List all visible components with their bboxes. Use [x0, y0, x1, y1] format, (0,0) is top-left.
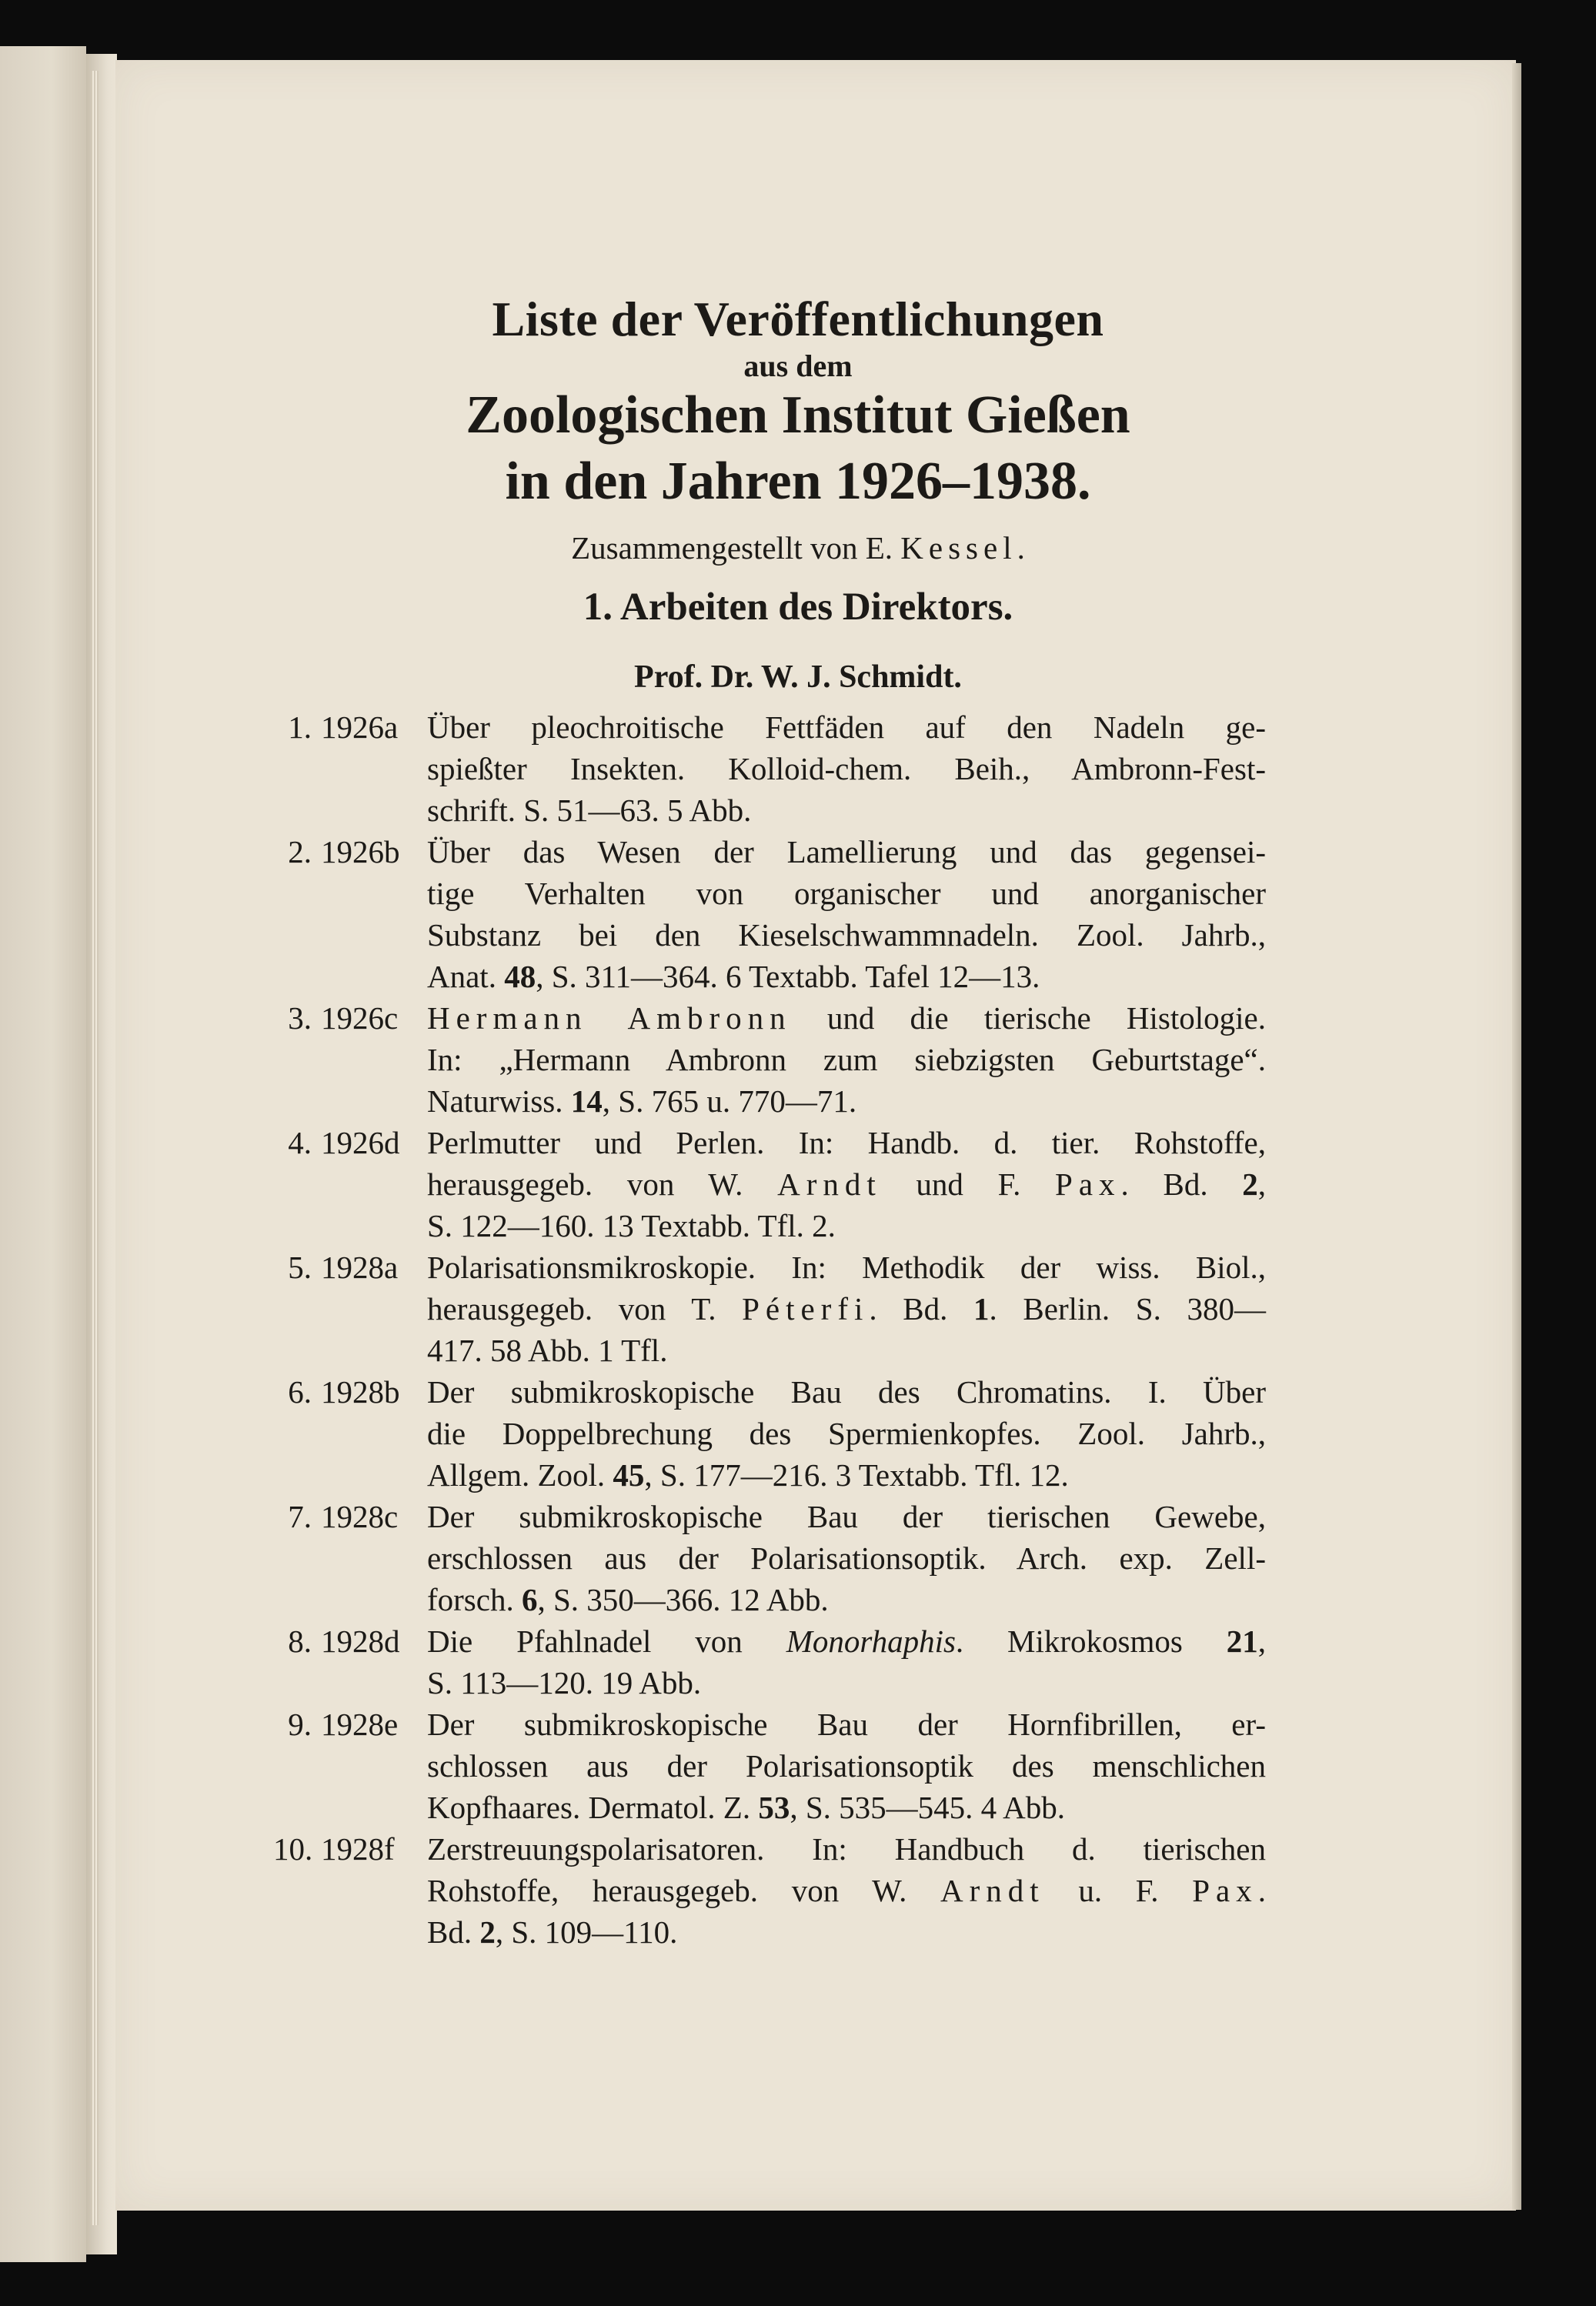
entry-citation: [427, 831, 1266, 997]
citation-line: [427, 1288, 1266, 1330]
citation-segment: S. 113—120. 19 Abb.: [427, 1665, 702, 1700]
compiled-prefix: Zusammengestellt von E.: [571, 530, 901, 566]
entry-number: 8.: [288, 1624, 312, 1659]
entry-number: 4.: [288, 1125, 312, 1160]
citation-segment: u. F.: [1044, 1873, 1193, 1908]
publication-entry: [273, 1246, 1266, 1371]
citation-line: [427, 1246, 1266, 1288]
years-range: in den Jahren 1926–1938.: [505, 452, 1091, 511]
citation-segment: Polarisationsmikroskopie. In: Methodik der wiss. Biol.,: [427, 1250, 1266, 1285]
entry-citation: [427, 1371, 1266, 1496]
citation-segment: 14: [570, 1083, 603, 1119]
publication-list: [273, 706, 1266, 1953]
citation-line: [427, 1787, 1266, 1828]
compiled-by: [0, 529, 1596, 566]
entry-year-key: 1926d: [321, 1125, 400, 1160]
citation-line: [427, 1870, 1266, 1911]
citation-line: [427, 1537, 1266, 1579]
citation-segment: 1: [973, 1291, 990, 1327]
citation-line: [427, 1704, 1266, 1745]
citation-line: [427, 914, 1266, 956]
citation-line: [427, 1413, 1266, 1454]
entry-number: 9.: [288, 1707, 312, 1742]
citation-segment: . Mikrokosmos: [955, 1624, 1227, 1659]
publication-entry: [273, 1828, 1266, 1953]
citation-segment: Bd.: [427, 1914, 480, 1950]
citation-segment: 2: [479, 1914, 496, 1950]
citation-segment: 2: [1242, 1166, 1258, 1202]
citation-segment: 6: [521, 1582, 538, 1617]
citation-segment: , S. 535—545. 4 Abb.: [790, 1790, 1065, 1825]
citation-line: [427, 789, 1266, 831]
citation-line: [427, 1454, 1266, 1496]
entry-year-key: 1926b: [321, 834, 400, 869]
citation-segment: herausgegeb. von T.: [427, 1291, 743, 1327]
citation-segment: schrift. S. 51—63. 5 Abb.: [427, 793, 752, 828]
citation-segment: Kopfhaares. Dermatol. Z.: [427, 1790, 759, 1825]
citation-line: [427, 1828, 1266, 1870]
citation-segment: ,: [1257, 1624, 1266, 1659]
citation-line: [427, 831, 1266, 873]
citation-segment: Naturwiss.: [427, 1083, 571, 1119]
citation-segment: Der submikroskopische Bau der Hornfibrillen, er-: [427, 1707, 1266, 1742]
citation-segment: 417. 58 Abb. 1 Tfl.: [427, 1333, 668, 1368]
citation-segment: Monorhaphis: [786, 1624, 956, 1659]
citation-segment: , S. 311—364. 6 Textabb. Tafel 12—13.: [536, 959, 1040, 994]
citation-segment: Arndt: [777, 1166, 882, 1202]
citation-line: [427, 1745, 1266, 1787]
citation-segment: Hermann Ambronn: [427, 1000, 792, 1036]
citation-line: [427, 1080, 1266, 1122]
citation-segment: . Berlin. S. 380—: [989, 1291, 1266, 1327]
citation-segment: , S. 765 u. 770—71.: [602, 1083, 857, 1119]
entry-citation: [427, 1828, 1266, 1953]
entry-number: 6.: [288, 1374, 312, 1410]
citation-segment: und die tierische Histologie.: [791, 1000, 1266, 1036]
citation-line: [427, 1496, 1266, 1537]
citation-segment: , S. 350—366. 12 Abb.: [537, 1582, 829, 1617]
entry-year-key: 1926c: [321, 1000, 399, 1036]
citation-segment: . Bd.: [869, 1291, 974, 1327]
citation-line: [427, 706, 1266, 748]
citation-segment: Péterfi: [742, 1291, 870, 1327]
citation-segment: Arndt: [940, 1873, 1045, 1908]
publication-entry: [273, 706, 1266, 831]
section-heading: 1. Arbeiten des Direktors.: [583, 586, 1013, 629]
citation-segment: 21: [1226, 1624, 1258, 1659]
citation-segment: erschlossen aus der Polarisationsoptik. Arch. exp. Zell-: [427, 1540, 1266, 1576]
citation-line: [427, 1330, 1266, 1371]
citation-line: [427, 748, 1266, 789]
entry-year-key: 1928a: [321, 1250, 399, 1285]
entry-citation: [427, 1496, 1266, 1620]
entry-number: 7.: [288, 1499, 312, 1534]
publication-entry: [273, 831, 1266, 997]
citation-line: [427, 1620, 1266, 1662]
citation-segment: forsch.: [427, 1582, 522, 1617]
citation-segment: , S. 109—110.: [495, 1914, 678, 1950]
citation-segment: Substanz bei den Kieselschwammnadeln. Zool. Jahrb.,: [427, 917, 1266, 953]
entry-year-key: 1928f: [321, 1831, 395, 1867]
citation-segment: die Doppelbrechung des Spermienkopfes. Zool. Jahrb.,: [427, 1416, 1266, 1451]
citation-line: [427, 1205, 1266, 1246]
citation-line: [427, 1371, 1266, 1413]
citation-segment: schlossen aus der Polarisationsoptik des menschlichen: [427, 1748, 1266, 1784]
entry-number: 2.: [288, 834, 312, 869]
citation-line: [427, 1039, 1266, 1080]
citation-segment: ,: [1257, 1166, 1266, 1202]
citation-line: [427, 956, 1266, 997]
entry-year-key: 1926a: [321, 709, 399, 745]
citation-line: [427, 873, 1266, 914]
citation-segment: Die Pfahlnadel von: [427, 1624, 786, 1659]
citation-segment: herausgegeb. von W.: [427, 1166, 778, 1202]
citation-segment: Der submikroskopische Bau des Chromatins. I. Über: [427, 1374, 1266, 1410]
entry-citation: [427, 1620, 1266, 1704]
citation-segment: Pax: [1055, 1166, 1121, 1202]
citation-segment: . Bd.: [1120, 1166, 1243, 1202]
entry-year-key: 1928d: [321, 1624, 400, 1659]
entry-number: 3.: [288, 1000, 312, 1036]
citation-line: [427, 1122, 1266, 1163]
citation-segment: Über das Wesen der Lamellierung und das gegensei-: [427, 834, 1266, 869]
citation-line: [427, 1579, 1266, 1620]
citation-segment: Pax: [1192, 1873, 1258, 1908]
institute-name: Zoologischen Institut Gießen: [466, 385, 1130, 445]
page-title: Liste der Veröffentlichungen: [492, 292, 1104, 346]
citation-segment: S. 122—160. 13 Textabb. Tfl. 2.: [427, 1208, 836, 1243]
compiled-suffix: .: [1017, 530, 1025, 566]
entry-citation: [427, 997, 1266, 1122]
citation-segment: tige Verhalten von organischer und anorganischer: [427, 876, 1266, 911]
publication-entry: [273, 1704, 1266, 1828]
publication-entry: [273, 997, 1266, 1122]
citation-segment: , S. 177—216. 3 Textabb. Tfl. 12.: [644, 1457, 1069, 1493]
publication-entry: [273, 1371, 1266, 1496]
entry-year-key: 1928e: [321, 1707, 399, 1742]
entry-citation: [427, 1704, 1266, 1828]
entry-citation: [427, 1122, 1266, 1246]
citation-segment: Rohstoffe, herausgegeb. von W.: [427, 1873, 941, 1908]
citation-segment: 45: [613, 1457, 645, 1493]
entry-number: 1.: [288, 709, 312, 745]
citation-line: [427, 1662, 1266, 1704]
citation-segment: und F.: [881, 1166, 1056, 1202]
citation-line: [427, 997, 1266, 1039]
citation-segment: Perlmutter und Perlen. In: Handb. d. tier. Rohstoffe,: [427, 1125, 1266, 1160]
citation-segment: Zerstreuungspolarisatoren. In: Handbuch d. tierischen: [427, 1831, 1266, 1867]
citation-segment: In: „Hermann Ambronn zum siebzigsten Geburtstage“.: [427, 1042, 1266, 1077]
entry-year-key: 1928b: [321, 1374, 400, 1410]
entry-number: 10.: [273, 1831, 313, 1867]
publication-entry: [273, 1122, 1266, 1246]
title-subline: aus dem: [743, 349, 853, 383]
entry-citation: [427, 706, 1266, 831]
citation-line: [427, 1163, 1266, 1205]
citation-segment: Anat.: [427, 959, 505, 994]
citation-segment: Der submikroskopische Bau der tierischen Gewebe,: [427, 1499, 1266, 1534]
citation-segment: 48: [504, 959, 536, 994]
publication-entry: [273, 1620, 1266, 1704]
entry-number: 5.: [288, 1250, 312, 1285]
author-heading: Prof. Dr. W. J. Schmidt.: [634, 659, 962, 695]
citation-segment: Über pleochroitische Fettfäden auf den Nadeln ge-: [427, 709, 1266, 745]
citation-segment: Allgem. Zool.: [427, 1457, 613, 1493]
compiler-name: Kessel: [900, 530, 1017, 566]
entry-year-key: 1928c: [321, 1499, 399, 1534]
citation-segment: .: [1257, 1873, 1266, 1908]
citation-line: [427, 1911, 1266, 1953]
citation-segment: 53: [758, 1790, 790, 1825]
publication-entry: [273, 1496, 1266, 1620]
entry-citation: [427, 1246, 1266, 1371]
citation-segment: spießter Insekten. Kolloid-chem. Beih., Ambronn-Fest-: [427, 751, 1266, 786]
